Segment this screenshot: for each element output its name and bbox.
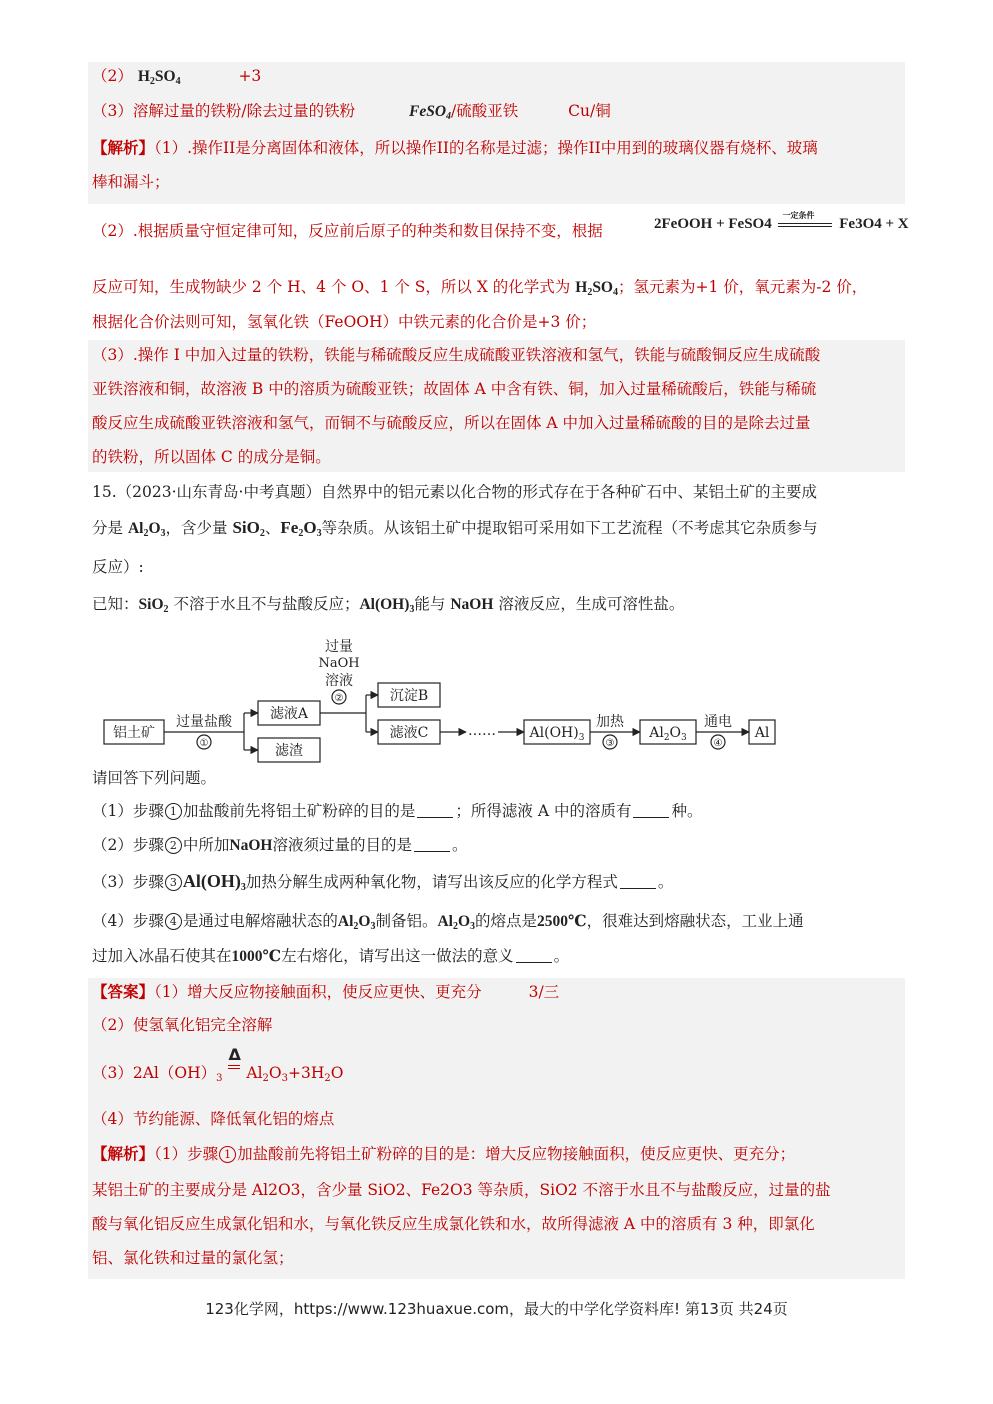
top-answer-block xyxy=(88,62,905,204)
label-precip-b: 沉淀B xyxy=(389,688,429,704)
label-excess-hcl: 过量盐酸 xyxy=(176,714,232,730)
label-excess: 过量 xyxy=(325,639,353,655)
answer-line-3: （3）溶解过量的铁粉/除去过量的铁粉 FeSO$_4$/硫酸亚铁 Cu/铜 xyxy=(92,102,611,122)
question-15-line-1: 15.（2023·山东青岛·中考真题）自然界中的铝元素以化合物的形式存在于各种矿石中、某铝土矿的主要成 xyxy=(92,483,817,501)
analysis-15-3: 酸与氧化铝反应生成氯化铝和水，与氧化铁反应生成氯化铁和水，故所得滤液 A 中的溶质有 3 种，即氯化 xyxy=(92,1215,815,1233)
label-naoh: NaOH xyxy=(318,656,360,671)
step-4-label: ④ xyxy=(713,738,723,749)
analysis-p3-b: 亚铁溶液和铜，故溶液 B 中的溶质为硫酸亚铁；故固体 A 中含有铁、铜，加入过量稀硫酸后，铁能与稀硫 xyxy=(92,380,817,398)
label-al: Al xyxy=(754,725,770,741)
formula-feso4: FeSO$_4$ xyxy=(408,103,452,122)
formula-aloh3-known: $Al(OH)_3$ xyxy=(359,596,415,615)
subq-4-cont: 过加入冰晶石使其在1000℃左右熔化，请写出这一做法的意义 。 xyxy=(92,947,570,965)
label-filtrate-c: 滤液C xyxy=(389,725,429,741)
analysis-15-1: 【解析】（1）步骤 1 加盐酸前先将铝土矿粉碎的目的是：增大反应物接触面积，使反应更快、更充分； xyxy=(92,1144,796,1163)
formula-sio2: SiO$_2$ xyxy=(232,518,265,539)
answer-1: 【答案】（1）增大反应物接触面积，使反应更快、更充分 3/三 xyxy=(92,982,560,1001)
blank[interactable] xyxy=(633,803,669,818)
subq-4: （4）步骤 4 是通过电解熔融状态的$Al_2O_3$制备铝。$Al_2O_3$的熔点是2500℃，很难达到熔融状态，工业上通 xyxy=(92,912,804,932)
answer-line-2: （2） $H_2SO_4 +3$ xyxy=(92,67,262,87)
formula-h2so4: $H_2SO_4$ xyxy=(137,68,181,87)
page-footer: 123化学网，https://www.123huaxue.com，最大的中学化学资料库! 第13页 共24页 xyxy=(205,1300,788,1318)
formula-fe2o3: $Fe_2O_3$ xyxy=(280,518,322,539)
formula-al2o3: $Al_2O_3$ xyxy=(127,520,166,539)
question-15-line-3: 反应）: xyxy=(92,558,144,576)
known-line: 已知：SiO$_2$ 不溶于水且不与盐酸反应；$Al(OH)_3$能与 NaOH 溶液反应，生成可溶性盐。 xyxy=(92,595,685,615)
formula-sio2-known: SiO$_2$ xyxy=(138,596,169,615)
label-aloh3: $Al(OH)_3$ xyxy=(529,725,585,743)
label-residue: 滤渣 xyxy=(275,743,303,759)
label-electrolysis: 通电 xyxy=(704,714,732,730)
label-filtrate-a: 滤液A xyxy=(269,706,309,722)
blank[interactable] xyxy=(516,948,552,963)
analysis-line-2: 棒和漏斗； xyxy=(92,173,170,191)
analysis-p2-c: 根据化合价法则可知，氢氧化铁（FeOOH）中铁元素的化合价是+3 价； xyxy=(92,313,597,331)
label-al2o3: $Al_2O_3$ xyxy=(649,725,687,743)
process-flow-diagram xyxy=(98,639,788,767)
answer-2: （2）使氢氧化铝完全溶解 xyxy=(92,1016,273,1034)
formula-aloh3-q: $Al(OH)_3$ xyxy=(182,871,246,893)
label-heat: 加热 xyxy=(596,714,624,730)
analysis-15-4: 铝、氯化铁和过量的氯化氢； xyxy=(92,1249,294,1267)
analysis-p3-c: 酸反应生成硫酸亚铁溶液和氢气，而铜不与硫酸反应，所以在固体 A 中加入过量稀硫酸的目的是除去过量 xyxy=(92,414,811,432)
subq-3: （3）步骤 3 $Al(OH)_3$加热分解生成两种氧化物，请写出该反应的化学方程式 。 xyxy=(92,871,674,893)
label-ore: 铝土矿 xyxy=(113,725,155,741)
question-15-line-2: 分是 $Al_2O_3$，含少量 SiO$_2$、$Fe_2O_3$等杂质。从该铝土矿中提取铝可采用如下工艺流程（不考虑其它杂质参与 xyxy=(92,518,818,539)
analysis-15-2: 某铝土矿的主要成分是 Al2O3，含少量 SiO2、Fe2O3 等杂质，SiO2 不溶于水且不与盐酸反应，过量的盐 xyxy=(92,1181,831,1199)
formula-al2o3-q1: $Al_2O_3$ xyxy=(337,913,376,932)
formula-al2o3-q2: $Al_2O_3$ xyxy=(437,913,476,932)
analysis-p3-a: （3）.操作 I 中加入过量的铁粉，铁能与稀硫酸反应生成硫酸亚铁溶液和氢气，铁能与硫酸铜反应生成硫酸 xyxy=(92,346,821,364)
blank[interactable] xyxy=(414,837,450,852)
subq-1: （1）步骤 1 加盐酸前先将铝土矿粉碎的目的是 ；所得滤液 A 中的溶质有 种。 xyxy=(92,802,703,820)
step-1-label: ① xyxy=(199,738,209,749)
analysis-line-1: 【解析】（1）.操作II是分离固体和液体，所以操作II的名称是过滤；操作II中用到的玻璃仪器有烧杯、玻璃 xyxy=(92,138,818,157)
blank[interactable] xyxy=(620,874,656,889)
analysis-p3-block xyxy=(88,340,905,472)
subq-2: （2）步骤 2 中所加NaOH溶液须过量的目的是 。 xyxy=(92,836,468,854)
analysis-p3-d: 的铁粉，所以固体 C 的成分是铜。 xyxy=(92,448,331,466)
blank[interactable] xyxy=(417,803,453,818)
analysis-p2-a: （2）.根据质量守恒定律可知，反应前后原子的种类和数目保持不变，根据 xyxy=(92,222,603,240)
prompt-line: 请回答下列问题。 xyxy=(92,769,217,787)
label-dots: …… xyxy=(468,723,496,739)
answer-4: （4）节约能源、降低氧化铝的熔点 xyxy=(92,1110,335,1128)
step-2-label: ② xyxy=(334,693,344,704)
step-3-label: ③ xyxy=(605,738,615,749)
label-solution-shown: 溶液 xyxy=(325,673,353,689)
equation-feooh: 2FeOOH + FeSO4 一定条件 Fe3O4 + X xyxy=(654,211,909,232)
formula-h2so4-2: $H_2SO_4$ xyxy=(575,279,618,298)
analysis-p2-b: 反应可知，生成物缺少 2 个 H、4 个 O、1 个 S，所以 X 的化学式为 $H_2SO_4$；氢元素为+1 价，氧元素为-2 价， xyxy=(92,278,868,298)
answer-3-product: $Al_2O_3+3H_2O$ xyxy=(246,1064,344,1084)
answer-3: $(3)2Al(OH)_3$ Δ $Al_2O_3+3H_2O$ xyxy=(92,1045,344,1084)
answer-block xyxy=(88,978,905,1279)
